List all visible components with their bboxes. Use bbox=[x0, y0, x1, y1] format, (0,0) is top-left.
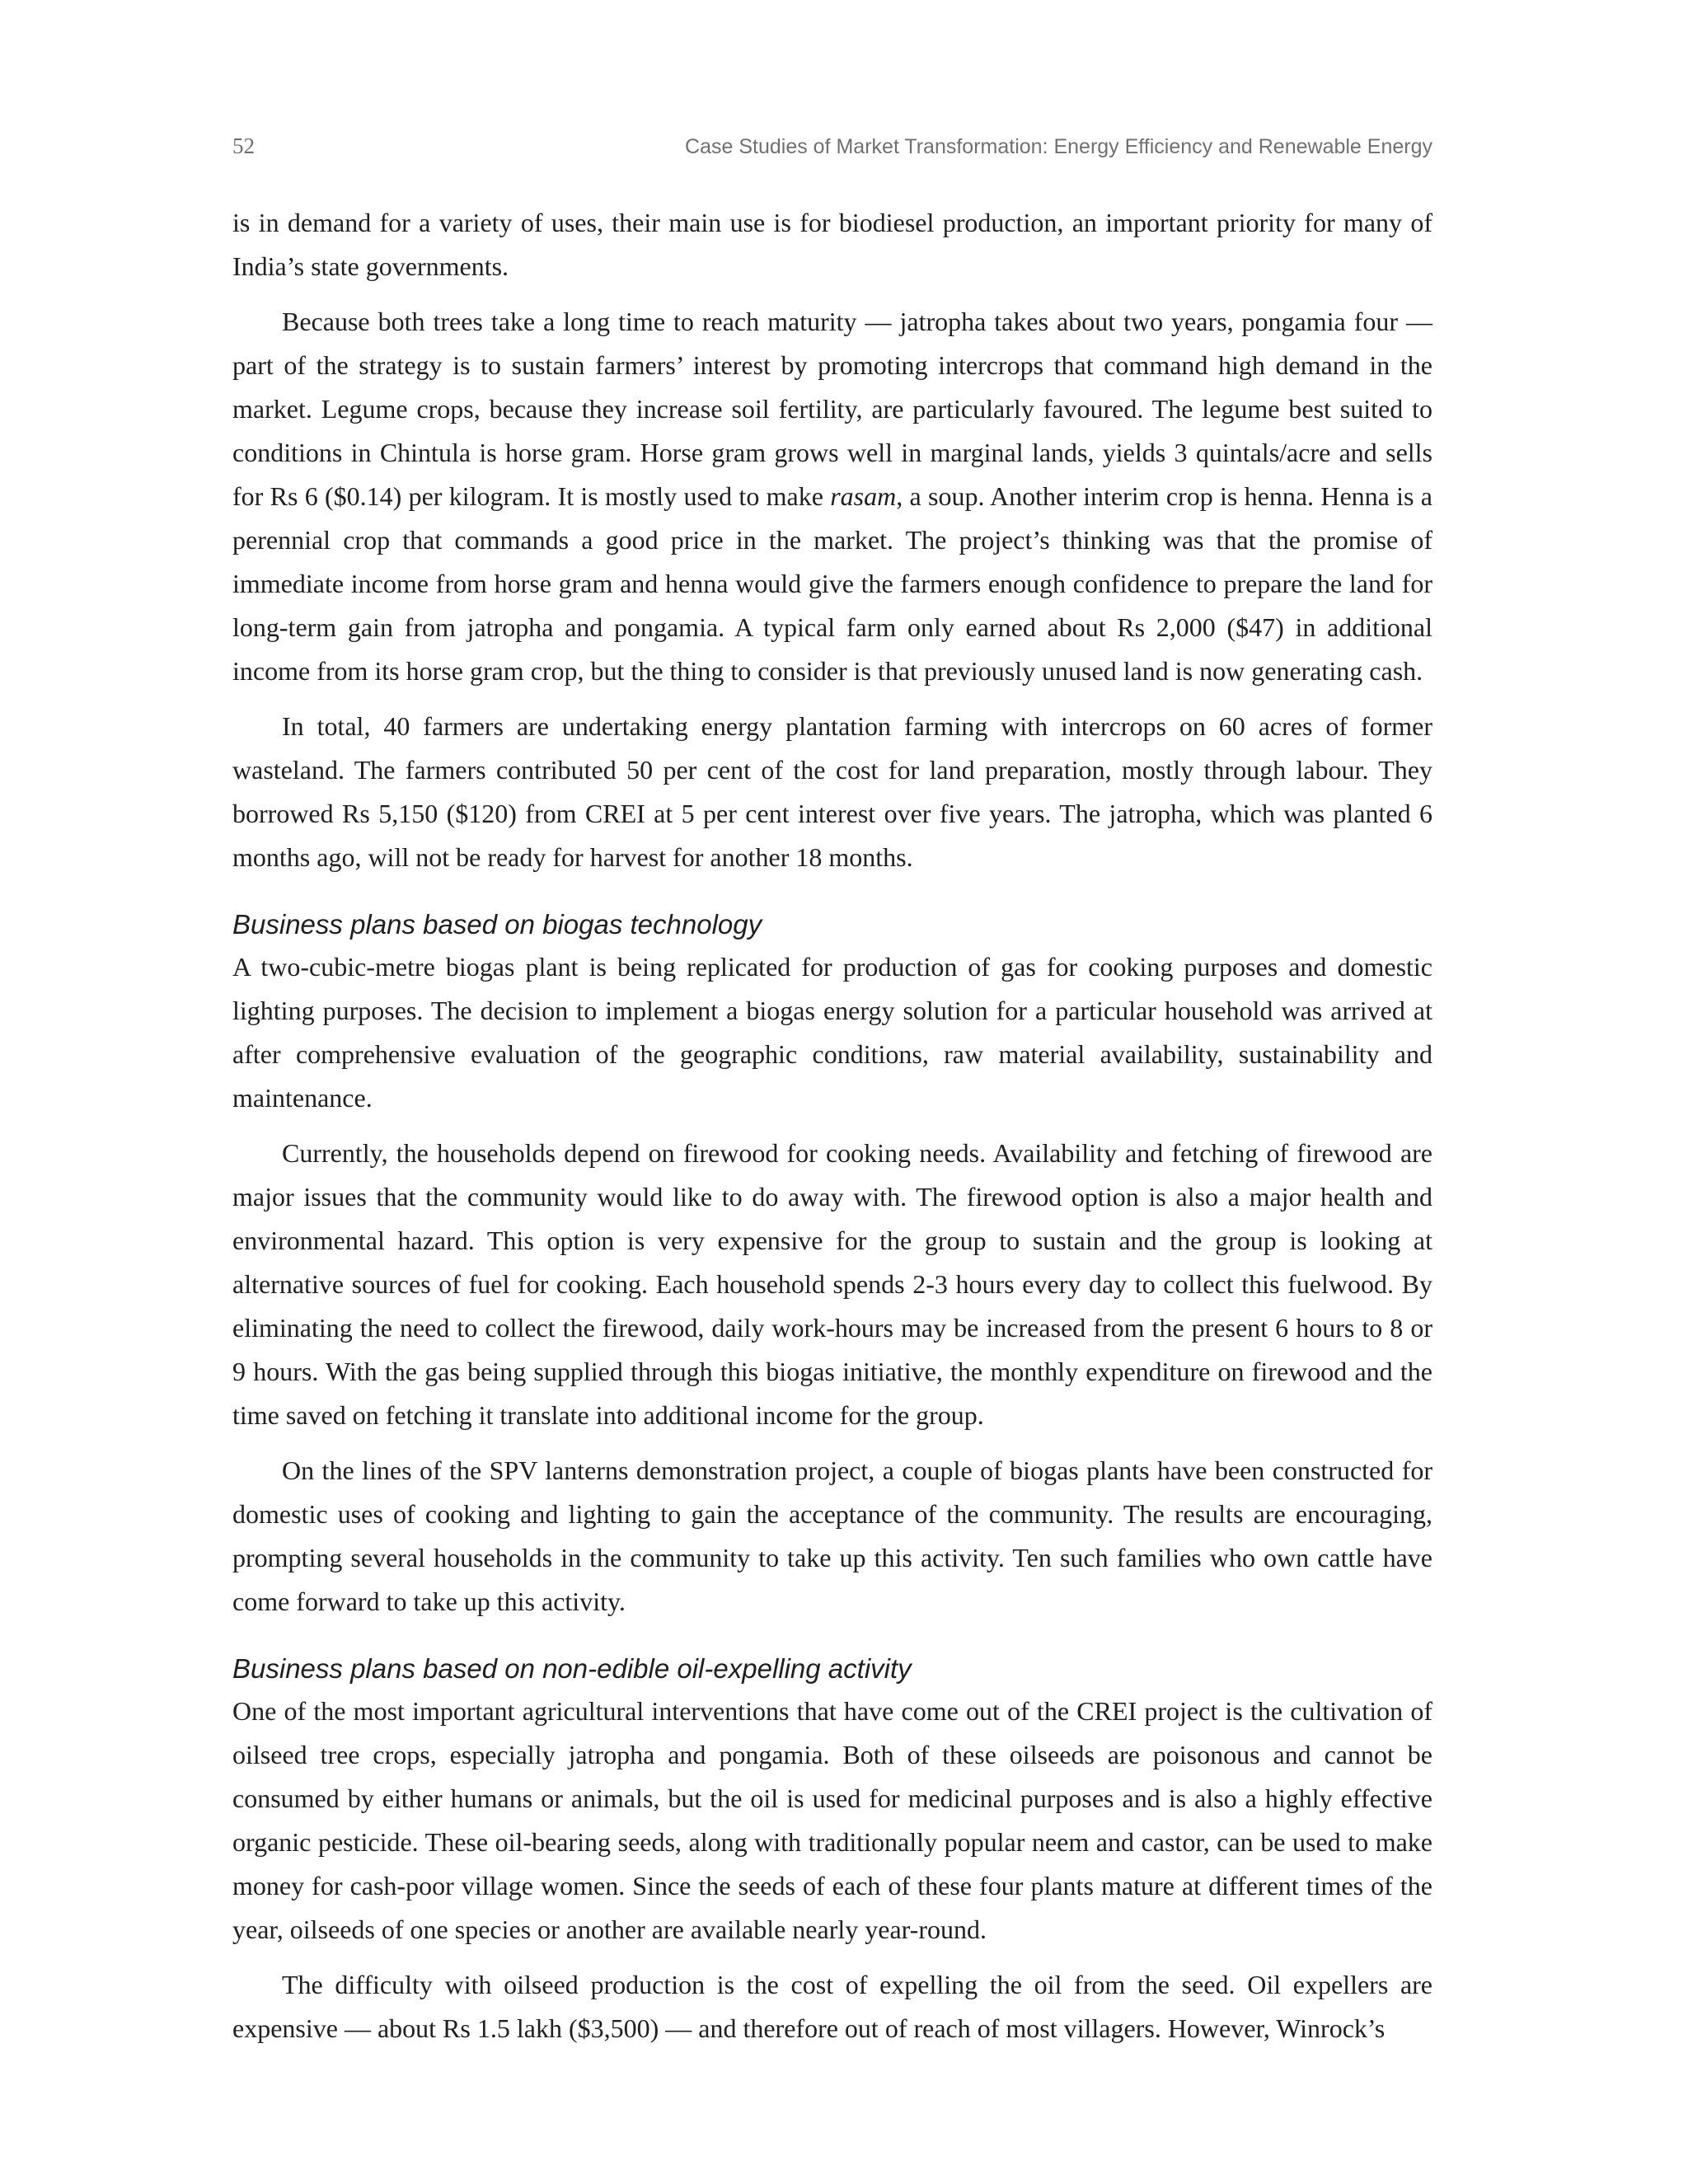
section-heading-oil-expelling: Business plans based on non-edible oil-expelling activity bbox=[232, 1653, 912, 1684]
rasam-term: rasam bbox=[830, 481, 897, 511]
paragraph-continuation: is in demand for a variety of uses, their main use is for biodiesel production, an important priority for many of India’s state governments. bbox=[232, 208, 1432, 281]
page-number: 52 bbox=[232, 134, 255, 158]
section-biogas bbox=[232, 904, 1432, 1624]
oil-paragraph-2: The difficulty with oilseed production is the cost of expelling the oil from the seed. Oil expellers are expensive — about Rs 1.5 lakh ($3,500) — and therefore out of reach of most villagers. However, Winrock’s bbox=[232, 1970, 1432, 2043]
biogas-paragraph-1: A two-cubic-metre biogas plant is being replicated for production of gas for cooking purposes and domestic lighting purposes. The decision to implement a biogas energy solution for a particular household was arrived at after comprehensive evaluation of the geographic conditions, raw material availability, sustainability and maintenance. bbox=[232, 952, 1432, 1113]
running-header bbox=[232, 134, 1432, 166]
biogas-paragraph-3: On the lines of the SPV lanterns demonstration project, a couple of biogas plants have been constructed for domestic uses of cooking and lighting to gain the acceptance of the community. The results are encouraging, prompting several households in the community to take up this activity. Ten such families who own cattle have come forward to take up this activity. bbox=[232, 1455, 1432, 1616]
biogas-paragraph-2: Currently, the households depend on firewood for cooking needs. Availability and fetching of firewood are major issues that the community would like to do away with. The firewood option is also a major health and environmental hazard. This option is very expensive for the group to sustain and the group is looking at alternative sources of fuel for cooking. Each household spends 2-3 hours every day to collect this fuelwood. By eliminating the need to collect the firewood, daily work-hours may be increased from the present 6 hours to 8 or 9 hours. With the gas being supplied through this biogas initiative, the monthly expenditure on firewood and the time saved on fetching it translate into additional income for the group. bbox=[232, 1138, 1432, 1430]
paragraph-intercrops-part-1: Because both trees take a long time to reach maturity — jatropha takes about two years, pongamia four — part of the strategy is to sustain farmers’ interest by promoting intercrops that command high demand in the market. Legume crops, because they increase soil fertility, are particularly favoured. The legume best suited to conditions in Chintula is horse gram. Horse gram grows well in marginal lands, yields 3 quintals/acre and sells for Rs 6 ($0.14) per kilogram. It is mostly used to make bbox=[232, 307, 1432, 511]
paragraph-intercrops bbox=[232, 300, 1432, 693]
paragraph-totals: In total, 40 farmers are undertaking energy plantation farming with intercrops on 60 acres of former wasteland. The farmers contributed 50 per cent of the cost for land preparation, mostly through labour. They borrowed Rs 5,150 ($120) from CREI at 5 per cent interest over five years. The jatropha, which was planted 6 months ago, will not be ready for harvest for another 18 months. bbox=[232, 711, 1432, 872]
page-body bbox=[232, 201, 1432, 2062]
running-title: Case Studies of Market Transformation: Energy Efficiency and Renewable Energy bbox=[685, 135, 1432, 158]
section-heading-biogas: Business plans based on biogas technology bbox=[232, 909, 762, 940]
section-oil-expelling bbox=[232, 1648, 1432, 2050]
oil-paragraph-1: One of the most important agricultural interventions that have come out of the CREI project is the cultivation of oilseed tree crops, especially jatropha and pongamia. Both of these oilseeds are poisonous and cannot be consumed by either humans or animals, but the oil is used for medicinal purposes and is also a highly effective organic pesticide. These oil-bearing seeds, along with traditionally popular neem and castor, can be used to make money for cash-poor village women. Since the seeds of each of these four plants mature at different times of the year, oilseeds of one species or another are available nearly year-round. bbox=[232, 1696, 1432, 1944]
paragraph-intercrops-part-2: , a soup. Another interim crop is henna. Henna is a perennial crop that commands a good price in the market. The project’s thinking was that the promise of immediate income from horse gram and henna would give the farmers enough confidence to prepare the land for long-term gain from jatropha and pongamia. A typical farm only earned about Rs 2,000 ($47) in additional income from its horse gram crop, but the thing to consider is that previously unused land is now generating cash. bbox=[232, 481, 1433, 686]
